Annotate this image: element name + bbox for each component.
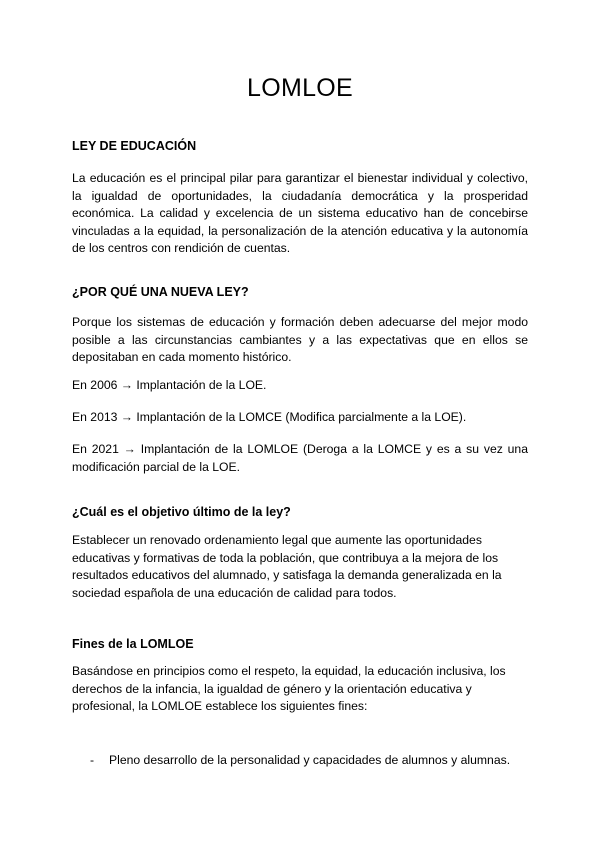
bullet-marker: - — [90, 753, 95, 767]
list-item: Pleno desarrollo de la personalidad y capacidades de alumnos y alumnas. — [109, 753, 511, 767]
paragraph-objetivo: Establecer un renovado ordenamiento legal que aumente las oportunidades educativas y formativas de toda la población, que contribuya a la mejora de los resultados educativos del alumnado, y satisfaga la demanda generalizada en la sociedad española de una educación de calidad para todos. — [72, 533, 502, 600]
section-heading-ley-de-educacion: LEY DE EDUCACIÓN — [72, 139, 197, 153]
paragraph-fines: Basándose en principios como el respeto, la equidad, la educación inclusiva, los derechos de la infancia, la igualdad de género y la orientación educativa y profesional, la LOMLOE establece los siguientes fines: — [72, 664, 506, 713]
timeline-item-2013: En 2013 → Implantación de la LOMCE (Modifica parcialmente a la LOE). — [72, 410, 467, 424]
document-title: LOMLOE — [247, 74, 353, 102]
paragraph-ley-de-educacion: La educación es el principal pilar para garantizar el bienestar individual y colectivo, la igualdad de oportunidades, la ciudadanía democrática y la prosperidad económica. La calidad y excelencia de un sistema educativo han de concebirse vinculadas a la equidad, la personalización de la atención educativa y la autonomía de los centros con rendición de cuentas. — [72, 171, 528, 255]
paragraph-por-que-nueva-ley: Porque los sistemas de educación y formación deben adecuarse del mejor modo posible a las circunstancias cambiantes y a las expectativas que en ellos se depositaban en cada momento histórico. — [72, 315, 528, 364]
section-heading-fines: Fines de la LOMLOE — [72, 637, 194, 651]
timeline-item-2006: En 2006 → Implantación de la LOE. — [72, 378, 267, 392]
section-heading-objetivo: ¿Cuál es el objetivo último de la ley? — [72, 505, 291, 519]
timeline-item-2021: En 2021 → Implantación de la LOMLOE (Deroga a la LOMCE y es a su vez una modificación parcial de la LOE. — [72, 442, 528, 474]
section-heading-por-que-nueva-ley: ¿POR QUÉ UNA NUEVA LEY? — [72, 285, 249, 299]
